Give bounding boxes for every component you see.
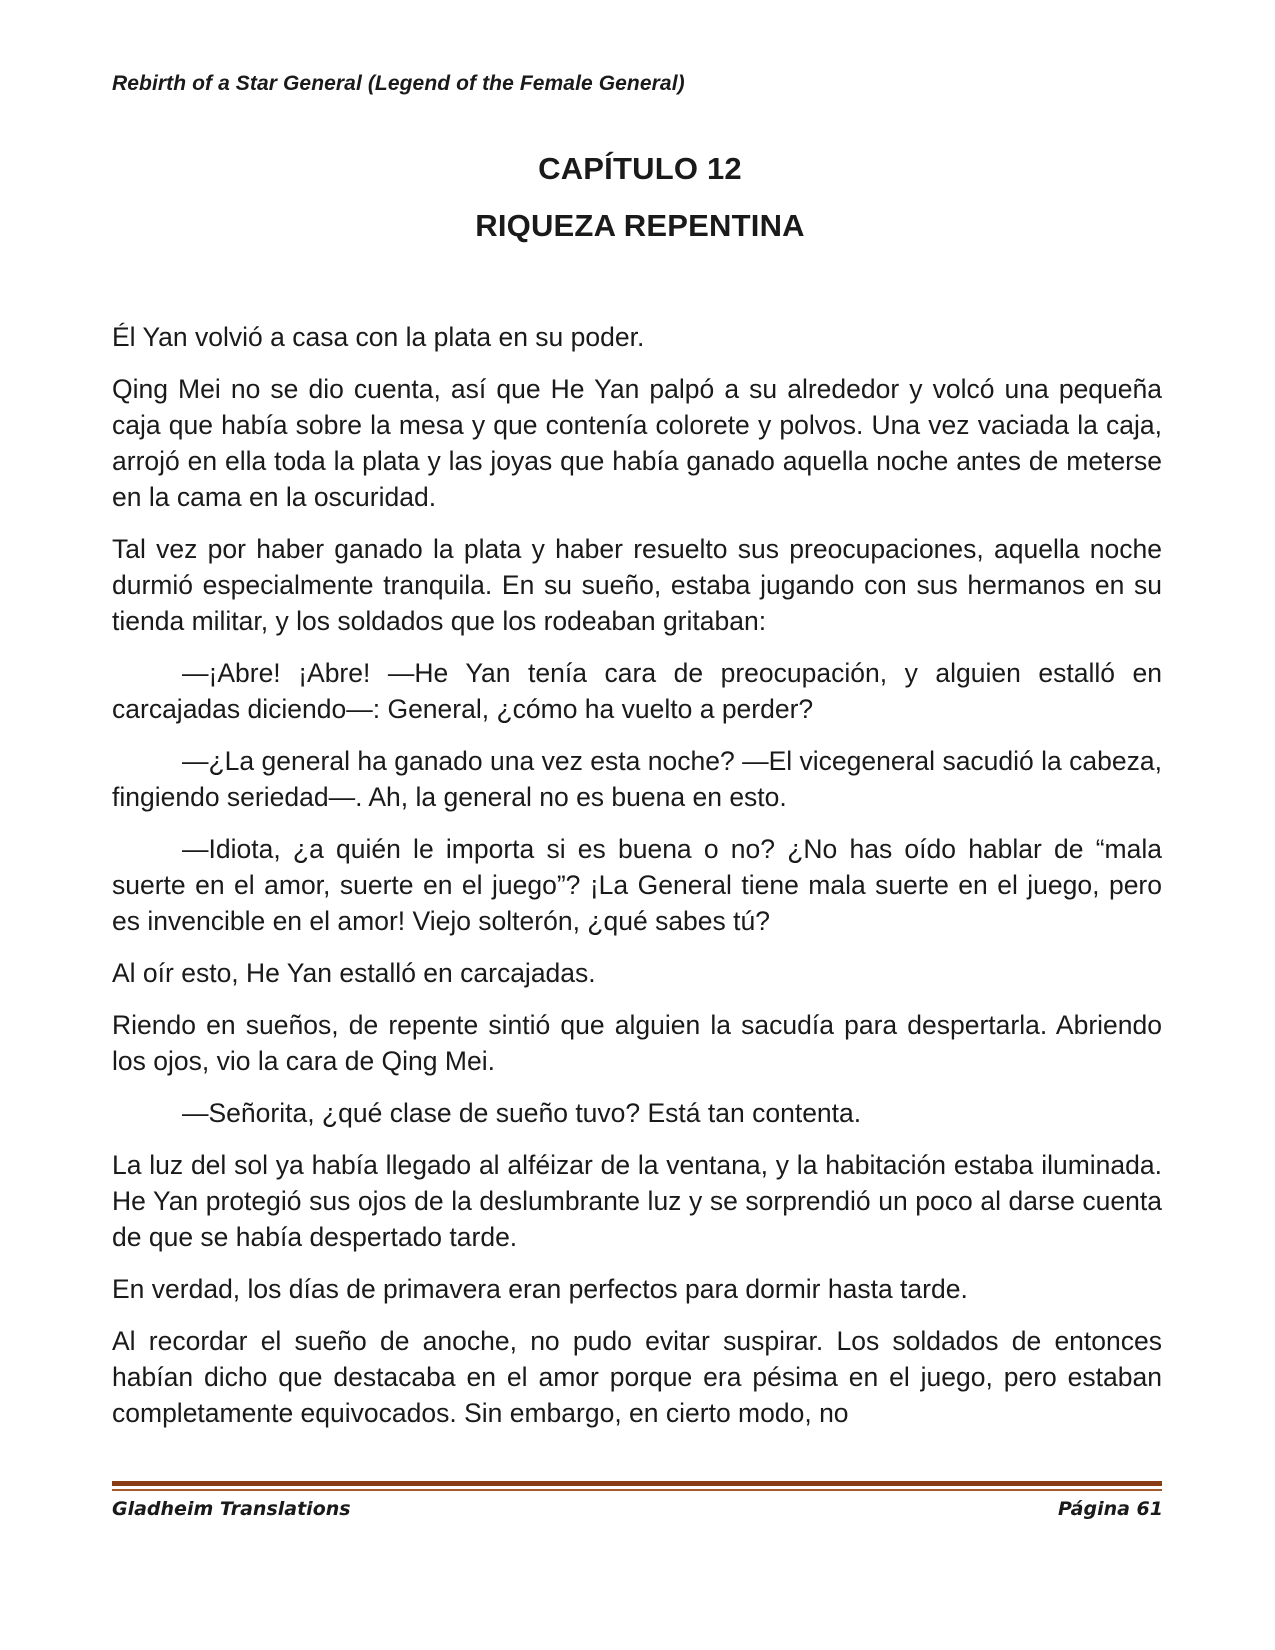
- paragraph: Riendo en sueños, de repente sintió que alguien la sacudía para despertarla. Abriendo los ojos, vio la cara de Qing Mei.: [112, 1010, 1162, 1076]
- running-header: Rebirth of a Star General (Legend of the Female General): [112, 72, 685, 95]
- paragraph: La luz del sol ya había llegado al alféizar de la ventana, y la habitación estaba iluminada. He Yan protegió sus ojos de la deslumbrante luz y se sorprendió un poco al darse cuenta de que se había despertado tarde.: [112, 1150, 1162, 1252]
- paragraph: Él Yan volvió a casa con la plata en su poder.: [112, 322, 645, 352]
- footer-publisher: Gladheim Translations: [112, 1498, 351, 1520]
- dialogue-paragraph: —¡Abre! ¡Abre! —He Yan tenía cara de preocupación, y alguien estalló en carcajadas diciendo—: General, ¿cómo ha vuelto a perder?: [112, 658, 1162, 724]
- dialogue-paragraph: —¿La general ha ganado una vez esta noche? —El vicegeneral sacudió la cabeza, fingiendo seriedad—. Ah, la general no es buena en esto.: [112, 746, 1162, 812]
- footer-page-number: Página 61: [1057, 1498, 1163, 1520]
- dialogue-paragraph: —Idiota, ¿a quién le importa si es buena o no? ¿No has oído hablar de “mala suerte en el amor, suerte en el juego”? ¡La General tiene mala suerte en el juego, pero es invencible en el amor! Viejo solterón, ¿qué sabes tú?: [112, 834, 1162, 936]
- paragraph: Al oír esto, He Yan estalló en carcajadas.: [112, 958, 596, 988]
- chapter-body: [112, 319, 1162, 1431]
- footer-divider-thin: [112, 1489, 1162, 1491]
- paragraph: Qing Mei no se dio cuenta, así que He Yan palpó a su alrededor y volcó una pequeña caja que había sobre la mesa y que contenía colorete y polvos. Una vez vaciada la caja, arrojó en ella toda la plata y las joyas que había ganado aquella noche antes de meterse en la cama en la oscuridad.: [112, 374, 1162, 512]
- footer-divider: [112, 1481, 1162, 1486]
- chapter-number: CAPÍTULO 12: [538, 151, 742, 186]
- chapter-title: RIQUEZA REPENTINA: [475, 208, 805, 243]
- dialogue-paragraph: —Señorita, ¿qué clase de sueño tuvo? Está tan contenta.: [182, 1098, 862, 1128]
- paragraph: Tal vez por haber ganado la plata y haber resuelto sus preocupaciones, aquella noche durmió especialmente tranquila. En su sueño, estaba jugando con sus hermanos en su tienda militar, y los soldados que los rodeaban gritaban:: [112, 534, 1162, 636]
- paragraph: Al recordar el sueño de anoche, no pudo evitar suspirar. Los soldados de entonces habían dicho que destacaba en el amor porque era pésima en el juego, pero estaban completamente equivocados. Sin embargo, en cierto modo, no: [112, 1326, 1162, 1428]
- paragraph: En verdad, los días de primavera eran perfectos para dormir hasta tarde.: [112, 1274, 968, 1304]
